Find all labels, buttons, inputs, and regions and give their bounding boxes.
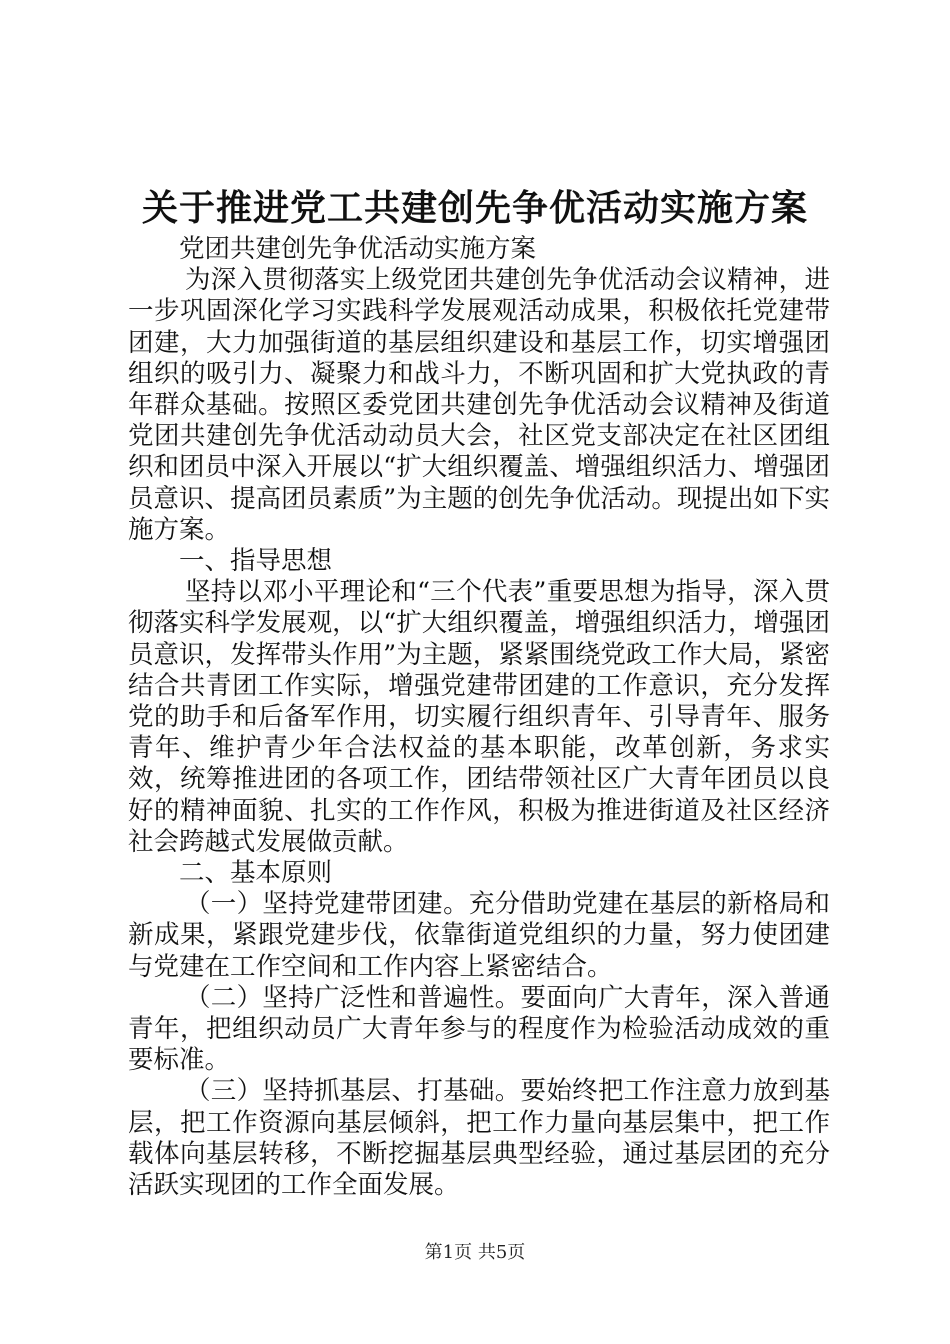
document-body <box>128 234 830 1201</box>
subtitle-paragraph: 党团共建创先争优活动实施方案 <box>179 234 537 264</box>
intro-paragraph: 为深入贯彻落实上级党团共建创先争优活动会议精神，进一步巩固深化学习实践科学发展观活动成果，积极依托党建带团建，大力加强街道的基层组织建设和基层工作，切实增强团组织的吸引力、凝聚力和战斗力，不断巩固和扩大党执政的青年群众基础。按照区委党团共建创先争优活动会议精神及街道党团共建创先争优活动动员大会，社区党支部决定在社区团组织和团员中深入开展以“扩大组织覆盖、增强组织活力、增强团员意识、提高团员素质”为主题的创先争优活动。现提出如下实施方案。 <box>128 265 830 545</box>
principle-1-paragraph: （一）坚持党建带团建。充分借助党建在基层的新格局和新成果，紧跟党建步伐，依靠街道党组织的力量，努力使团建与党建在工作空间和工作内容上紧密结合。 <box>128 889 830 982</box>
page-number-footer: 第1页 共5页 <box>424 1242 526 1263</box>
principle-2-paragraph: （二）坚持广泛性和普遍性。要面向广大青年，深入普通青年，把组织动员广大青年参与的程度作为检验活动成效的重要标准。 <box>128 982 830 1076</box>
guiding-ideology-paragraph: 坚持以邓小平理论和“三个代表”重要思想为指导，深入贯彻落实科学发展观，以“扩大组织覆盖，增强组织活力，增强团员意识，发挥带头作用”为主题，紧紧围绕党政工作大局，紧密结合共青团工作实际，增强党建带团建的工作意识，充分发挥党的助手和后备军作用，切实履行组织青年、引导青年、服务青年、维护青少年合法权益的基本职能，改革创新，务求实效，统筹推进团的各项工作，团结带领社区广大青年团员以良好的精神面貌、扎实的工作作风，积极为推进街道及社区经济社会跨越式发展做贡献。 <box>128 577 830 857</box>
principle-3-paragraph: （三）坚持抓基层、打基础。要始终把工作注意力放到基层，把工作资源向基层倾斜，把工作力量向基层集中，把工作载体向基层转移，不断挖掘基层典型经验，通过基层团的充分活跃实现团的工作全面发展。 <box>128 1076 830 1201</box>
section-heading-basic-principles: 二、基本原则 <box>179 858 333 889</box>
section-heading-guiding-ideology: 一、指导思想 <box>179 546 333 577</box>
page-title: 关于推进党工共建创先争优活动实施方案 <box>141 187 808 229</box>
